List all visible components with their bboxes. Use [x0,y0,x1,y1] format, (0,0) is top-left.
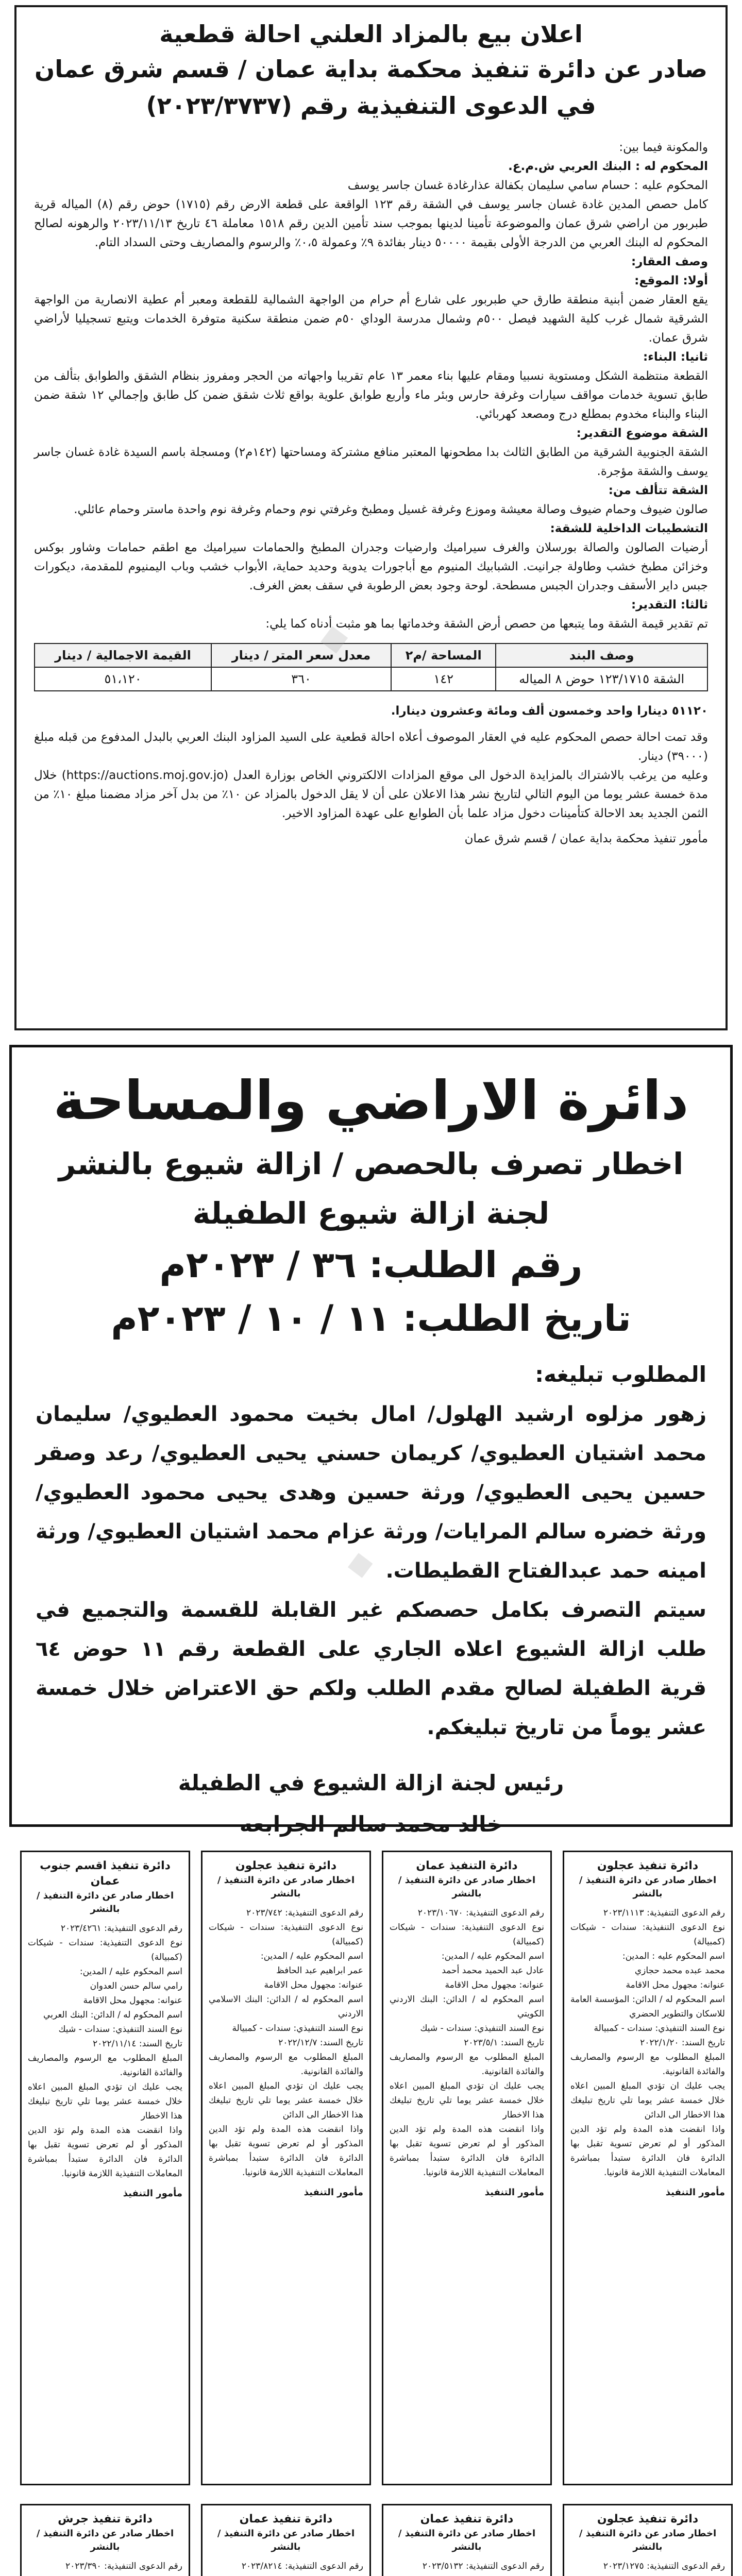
card-line: المبلغ المطلوب مع الرسوم والمصاريف والفائدة القانونية. [390,2052,544,2077]
execution-notice-card [382,1851,552,2485]
execution-notice-card [201,2504,371,2576]
execution-notice-card [201,1851,371,2485]
auction-notice-title: اعلان بيع بالمزاد العلني احالة قطعية [159,20,583,48]
land-notify-label: المطلوب تبليغه: [535,1362,706,1387]
card-subtitle: اخطار صادر عن دائرة التنفيذ / بالنشر [398,2528,536,2552]
land-notice-committee: لجنة ازالة شيوع الطفيلة [192,1196,550,1231]
table-row [35,667,707,691]
card-line: تاريخ السند: ٢٠٢٢/١١/١٤ [93,2039,182,2049]
card-line: يجب عليك ان تؤدي المبلغ المبين اعلاه خلال خمسة عشر يوما تلي تاريخ تبليغك هذا الاخطار [390,2081,544,2120]
card-line: رقم الدعوى التنفيذية: ٢٠٢٣/٧٤٢ [246,1908,363,1918]
card-line: اسم المحكوم عليه / المدين: [260,1951,363,1961]
card-line: عادل عبد الحميد محمد أحمد [442,1965,544,1976]
table-cell: ١٤٢ [391,667,496,691]
auction-notice-footer [34,728,708,823]
execution-notice-card [382,2504,552,2576]
card-title: دائرة تنفيذ عمان [420,2513,514,2526]
auction-body-paragraph: والمكونة فيما بين: [619,141,708,154]
auction-body-paragraph: ثالثا: التقدير: [631,598,708,612]
valuation-column-header: معدل سعر المتر / دينار [211,643,391,667]
card-line [390,2573,544,2576]
execution-notice-card [20,2504,190,2576]
auction-body-paragraph: المحكوم عليه : حسام سامي سليمان بكفالة عذارغادة غسان جاسر يوسف [347,179,708,192]
table-cell: ٣٦٠ [211,667,391,691]
auction-sale-notice [14,5,728,1030]
card-title: دائرة تنفيذ اقسم جنوب عمان [40,1859,171,1888]
card-line: واذا انقضت هذه المدة ولم تؤد الدين المذكور أو لم تعرض تسوية تقبل بها الدائرة فان الدائرة ستبدأ بمباشرة المعاملات التنفيذية اللازمة قانونيا. [28,2125,182,2179]
execution-notices-grid [9,1851,733,2576]
card-line: اسم المحكوم عليه / المدين: [441,1951,544,1961]
execution-notice-card [563,1851,733,2485]
card-line: نوع السند التنفيذي: سندات - كمبيالة [232,2023,363,2033]
card-subtitle: اخطار صادر عن دائرة التنفيذ / بالنشر [579,2528,717,2552]
card-line: المبلغ المطلوب مع الرسوم والمصاريف والفائدة القانونية. [209,2052,363,2077]
card-line: تاريخ السند: ٢٠٢٢/١٢/٧ [278,2038,363,2048]
land-department-notice [9,1045,733,1837]
card-line: نوع الدعوى التنفيذية: سندات - شيكات (كمبيالة) [28,1938,182,1962]
card-subtitle: اخطار صادر عن دائرة التنفيذ / بالنشر [579,1875,717,1899]
auction-body-paragraph: أولا: الموقع: [634,274,708,287]
card-footer: مأمور التنفيذ [484,2187,544,2198]
card-line: نوع السند التنفيذي: سندات - شيك [58,2024,182,2035]
card-subtitle: اخطار صادر عن دائرة التنفيذ / بالنشر [36,2528,174,2552]
card-line: عنوانه: مجهول محل الاقامة [445,1980,544,1990]
valuation-column-header: المساحة /م٢ [391,643,496,667]
auction-body-paragraph: تم تقدير قيمة الشقة وما يتبعها من حصص أرض الشقة وخدماتها بما هو مثبت أدناه كما يلي: [265,617,708,631]
land-request-number: رقم الطلب: ٣٦ / ٢٠٢٣م [159,1244,583,1286]
card-line: واذا انقضت هذه المدة ولم تؤد الدين المذكور أو لم تعرض تسوية تقبل بها الدائرة فان الدائرة ستبدأ بمباشرة المعاملات التنفيذية اللازمة قانونيا. [209,2124,363,2178]
auction-body-paragraph: التشطيبات الداخلية للشقة: [550,522,708,535]
card-line: رقم الدعوى التنفيذية: ٢٠٢٣/١١١٣ [603,1908,725,1918]
card-line [209,2573,363,2576]
execution-notice-card [563,2504,733,2576]
card-line [570,2573,725,2576]
card-line: يجب عليك ان تؤدي المبلغ المبين اعلاه خلال خمسة عشر يوما تلي تاريخ تبليغك هذا الاخطار الى الدائن [570,2081,725,2120]
card-line: واذا انقضت هذه المدة ولم تؤد الدين المذكور أو لم تعرض تسوية تقبل بها الدائرة فان الدائرة ستبدأ بمباشرة المعاملات التنفيذية اللازمة قانونيا. [570,2124,725,2178]
card-line: اسم المحكوم له / الدائن: البنك الاسلامي الاردني [209,1994,363,2019]
land-sign-name: خالد محمد سالم الجرابعه [239,1811,503,1837]
execution-notice-card [20,1851,190,2485]
land-notify-names: زهور مزلوه ارشيد الهلول/ امال بخيت محمود العطيوي/ سليمان محمد اشتيان العطيوي/ كريمان حسني يحيى العطيوي/ رعد وصقر حسين يحيى العطيوي/ ورثة حسين وهدى يحيى محمود العطيوي/ ورثة خضره سالم المرايات/ ورثة عزام محمد اشتيان العطيوي/ ورثة امينه حمد عبدالفتاح القطيطات. [36,1402,706,1583]
card-line: يجب عليك ان تؤدي المبلغ المبين اعلاه خلال خمسة عشر يوما تلي تاريخ تبليغك هذا الاخطار [28,2082,182,2121]
auction-notice-signature: مأمور تنفيذ محكمة بداية عمان / قسم شرق عمان [464,832,708,845]
card-line: عمر ابراهيم عبد الحافظ [276,1965,363,1976]
auction-body-paragraph: الشقة تتألف من: [608,484,708,497]
card-line: يجب عليك ان تؤدي المبلغ المبين اعلاه خلال خمسة عشر يوما تلي تاريخ تبليغك هذا الاخطار الى الدائن [209,2081,363,2120]
card-line: اسم المحكوم له / الدائن: المؤسسة العامة للاسكان والتطوير الحضري [570,1994,725,2019]
auction-body-paragraph: المحكوم له : البنك العربي ش.م.ع. [508,160,708,173]
card-line: عنوانه: مجهول محل الاقامة [83,1995,182,2006]
card-line: نوع الدعوى التنفيذية: سندات - شيكات (كمبيالة) [570,1922,725,1947]
card-subtitle: اخطار صادر عن دائرة التنفيذ / بالنشر [398,1875,536,1899]
valuation-column-header: وصف البند [496,643,707,667]
auction-body-paragraph: ثانيا: البناء: [643,350,708,364]
auction-body-paragraph: يقع العقار ضمن أبنية منطقة طارق حي طبربور على شارع أم حرام من الواجهة الشمالية للقطعة ومعبر أم عطية الانصارية من الواجهة الشرقية شمال غرب كلية الشهيد فيصل ٥٠٠م وشمال مدرسة الوداي ٥٠م ضمن منطقة سكنية متوفرة الخدمات ويتبع تسجيليا لأراضي شرق عمان. [34,293,708,345]
table-cell: ٥١،١٢٠ [35,667,211,691]
auction-body-paragraph: صالون ضيوف وحمام ضيوف وصالة معيشة وموزع وغرفة غسيل ومطبخ وغرفتي نوم وحمام وغرفة نوم واحدة ماستر وحمام عائلي. [74,503,708,516]
card-line: رقم الدعوى التنفيذية: ٢٠٢٣/٨٢١٤ [241,2561,363,2571]
card-title: دائرة تنفيذ جرش [58,2513,153,2526]
auction-notice-body [34,138,708,634]
card-subtitle: اخطار صادر عن دائرة التنفيذ / بالنشر [36,1890,174,1914]
card-line: المبلغ المطلوب مع الرسوم والمصاريف والفائدة القانونية. [570,2052,725,2077]
land-sign-title: رئيس لجنة ازالة الشيوع في الطفيلة [178,1770,564,1795]
card-line: اسم المحكوم له / الدائن: البنك الاردني الكويتي [390,1994,544,2019]
card-line: نوع السند التنفيذي: سندات - شيك [420,2023,544,2033]
card-subtitle: اخطار صادر عن دائرة التنفيذ / بالنشر [217,1875,355,1899]
auction-body-paragraph: كامل حصص المدين غادة غسان جاسر يوسف في الشقة رقم ١٢٣ الواقعة على قطعة الارض رقم (١٧١٥) حوض رقم (٨) المياله قرية طبربور من اراضي شرق عمان والموضوعة تأمينا لدينها بموجب سند تأمين الدين رقم ١٥١٨ معاملة ٤٦ تاريخ ٢٠٢٣/١١/١٣ والرهونه لصالح المحكوم له البنك العربي من الدرجة الأولى بقيمة ٥٠٠٠٠ دينار بفائدة ٩٪ وعمولة ٠،٥٪ والرسوم والمصاريف وحتى السداد التام. [34,198,709,249]
auction-body-paragraph: الشقة موضوع التقدير: [576,427,708,440]
card-title: دائرة تنفيذ عمان [239,2513,333,2526]
card-line: رقم الدعوى التنفيذية: ٢٠٢٣/٤٢٦١ [60,1923,182,1934]
auction-footer-paragraph: وعليه من يرغب بالاشتراك بالمزايدة الدخول الى موقع المزادات الالكتروني الخاص بوزارة العدل (https://auctions.moj.gov.jo) خلال مدة خمسة عشر يوما من اليوم التالي لتاريخ نشر هذا الاعلان على أن لا يقل الدخول بالمزاد عن ١٠٪ من بدل آخر مزاد مضمنا مبلغ ١٠٪ من الثمن الجديد بعد الاحالة كتأمينات دخول مزاد علما بأن الطوابع على عهدة المزاود الاخير. [34,769,709,820]
card-title: دائرة تنفيذ عجلون [597,2513,699,2526]
auction-case-reference: في الدعوى التنفيذية رقم (٢٠٢٣/٣٧٣٧) [146,92,596,120]
card-title: دائرة التنفيذ عمان [416,1859,518,1872]
auction-body-paragraph: الشقة الجنوبية الشرقية من الطابق الثالث بدا مطحونها المعتبر منافع مشتركة ومساحتها (١٤٢م٢) ومسجلة باسم السيدة غادة غسان جاسر يوسف والشقة مؤجرة. [34,446,708,478]
auction-notice-subtitle: صادر عن دائرة تنفيذ محكمة بداية عمان / قسم شرق عمان [35,55,707,83]
card-line: نوع الدعوى التنفيذية: سندات - شيكات (كمبيالة) [209,1922,363,1947]
valuation-total-text: ٥١١٢٠ دينارا واحد وخمسون ألف ومائة وعشرون دينارا. [391,704,708,718]
auction-body-paragraph: القطعة منتظمة الشكل ومستوية نسبيا ومقام عليها بناء معمر ١٣ عام تقريبا واجهاته من الحجر ومفروز بنظام الشقق والطوابق بتألف من طابق تسوية خدمات مواقف سيارات وغرفة حارس وبئر ماء وأربع طوابق علوية بواقع ثلاث شقق ضمن كل طابق وإجمالي ١٢ شقة ضمن البناء والبناء مخدوم بمطلع درج ومصعد كهربائي. [34,369,709,421]
card-footer: مأمور التنفيذ [303,2187,363,2198]
auction-body-paragraph: أرضيات الصالون والصالة بورسلان والغرف سيراميك وارضيات وجدران المطبخ والحمامات سيراميك مع اطقم حمامات وشاور بوكس وخزائن مطبخ خشب وطاولة جرانيت. الشبابيك المنيوم مع أباجورات يدوية وحديد حماية، الأبواب خشب وباب اليمنيوم للمقدمة، ديكورات جبس داير الأسقف وجدران الجبس مسطحة. لوحة وجود بعض الرطوبة في سقف بعض الغرف. [34,541,708,592]
card-line [28,2573,182,2576]
card-line: رقم الدعوى التنفيذية: ٢٠٢٣/١٠٦٧٠ [417,1908,544,1918]
card-footer: مأمور التنفيذ [665,2187,725,2198]
valuation-table-header [35,643,707,667]
table-cell: الشقة ١٢٣/١٧١٥ حوض ٨ المياله [496,667,707,691]
valuation-table-body [35,667,707,691]
card-line: المبلغ المطلوب مع الرسوم والمصاريف والفائدة القانونية. [28,2053,182,2078]
land-notice-heading: اخطار تصرف بالحصص / ازالة شيوع بالنشر [58,1146,684,1181]
card-line: رامي سالم حسن العدوان [90,1981,182,1991]
card-subtitle: اخطار صادر عن دائرة التنفيذ / بالنشر [217,2528,355,2552]
card-line: نوع السند التنفيذي: سندات - كمبيالة [594,2023,725,2033]
card-line: رقم الدعوى التنفيذية: ٢٠٢٣/٥١٣٢ [422,2561,544,2571]
land-department-title: دائرة الاراضي والمساحة [53,1069,689,1132]
card-line: اسم المحكوم له / الدائن: البنك العربي [43,2010,182,2020]
card-line: نوع الدعوى التنفيذية: سندات - شيكات (كمبيالة) [390,1922,544,1947]
card-line: تاريخ السند: ٢٠٢٣/٥/١ [464,2038,544,2048]
card-footer: مأمور التنفيذ [123,2188,182,2199]
svg-text:◆: ◆ [317,614,351,660]
card-line: اسم المحكوم عليه : المدين: [622,1951,725,1961]
valuation-column-header: القيمة الاجمالية / دينار [35,643,211,667]
card-line: اسم المحكوم عليه / المدين: [79,1967,182,1977]
card-title: دائرة تنفيذ عجلون [597,1859,699,1872]
card-line: عنوانه: مجهول محل الاقامة [264,1980,363,1990]
land-request-date: تاريخ الطلب: ١١ / ١٠ / ٢٠٢٣م [111,1297,631,1340]
valuation-table [34,643,708,691]
auction-body-paragraph: وصف العقار: [631,255,708,268]
card-line: محمد عبده محمد حجازي [634,1965,725,1976]
svg-text:◆: ◆ [345,1543,376,1584]
card-line: تاريخ السند: ٢٠٢٢/١/٢٠ [640,2038,725,2048]
card-line: رقم الدعوى التنفيذية: ٢٠٢٣/١٢٧٥ [603,2561,725,2571]
card-line: عنوانه: مجهول محل الاقامة [626,1980,725,1990]
card-line: واذا انقضت هذه المدة ولم تؤد الدين المذكور أو لم تعرض تسوية تقبل بها الدائرة فان الدائرة ستبدأ بمباشرة المعاملات التنفيذية اللازمة قانونيا. [390,2124,544,2178]
land-notice-text: سيتم التصرف بكامل حصصكم غير القابلة للقسمة والتجميع في طلب ازالة الشيوع اعلاه الجاري على القطعة رقم ١١ حوض ٦٤ قرية الطفيلة لصالح مقدم الطلب ولكم حق الاعتراض خلال خمسة عشر يوماً من تاريخ تبليغكم. [36,1598,706,1739]
card-line: رقم الدعوى التنفيذية: ٢٠٢٣/٣٩٠ [65,2561,182,2571]
auction-footer-paragraph: وقد تمت احالة حصص المحكوم عليه في العقار الموصوف أعلاه احالة قطعية على السيد المزاود البنك العربي بالبدل المدفوع من قبله مبلغ (٣٩٠٠٠) دينار. [34,731,708,763]
card-title: دائرة تنفيذ عجلون [235,1859,337,1872]
